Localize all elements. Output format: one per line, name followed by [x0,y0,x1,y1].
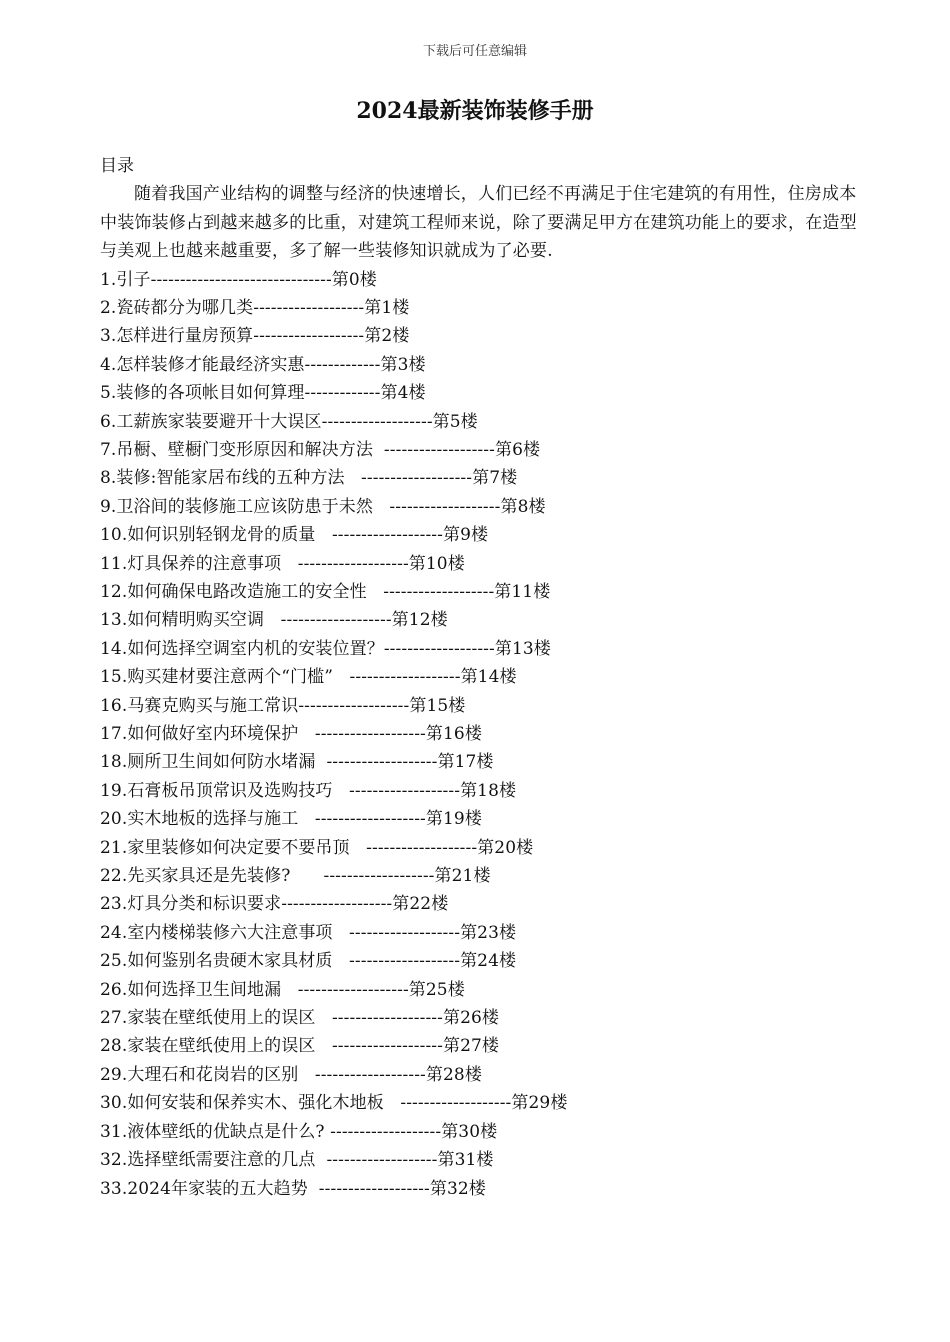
document-title: 2024最新装饰装修手册 [356,98,594,124]
toc-item: 18.厕所卫生间如何防水堵漏 -------------------第17楼 [100,752,494,773]
toc-item: 20.实木地板的选择与施工 -------------------第19楼 [100,809,482,830]
toc-item: 13.如何精明购买空调 -------------------第12楼 [100,610,448,631]
toc-list [100,266,870,1203]
toc-item: 11.灯具保养的注意事项 -------------------第10楼 [100,553,465,574]
toc-item: 4.怎样装修才能最经济实惠-------------第3楼 [100,354,426,375]
toc-item: 7.吊橱、壁橱门变形原因和解决方法 -------------------第6楼 [100,439,541,460]
toc-item: 3.怎样进行量房预算-------------------第2楼 [100,326,410,347]
toc-item: 16.马赛克购买与施工常识-------------------第15楼 [100,695,466,716]
toc-item: 30.如何安装和保养实木、强化木地板 -------------------第29楼 [100,1093,568,1114]
toc-item: 19.石膏板吊顶常识及选购技巧 -------------------第18楼 [100,780,517,801]
toc-item: 5.装修的各项帐目如何算理-------------第4楼 [100,383,426,404]
toc-item: 2.瓷砖都分为哪几类-------------------第1楼 [100,297,410,318]
toc-item: 26.如何选择卫生间地漏 -------------------第25楼 [100,979,465,1000]
toc-item: 12.如何确保电路改造施工的安全性 -------------------第11楼 [100,581,551,602]
toc-heading: 目录 [100,156,134,176]
intro-paragraph: 随着我国产业结构的调整与经济的快速增长，人们已经不再满足于住宅建筑的有用性，住房成本中装饰装修占到越来越多的比重，对建筑工程师来说，除了要满足甲方在建筑功能上的要求，在造型与美观上也越来越重要，多了解一些装修知识就成为了必要. [100,184,857,261]
toc-item: 33.2024年家装的五大趋势 -------------------第32楼 [100,1178,486,1199]
toc-item: 23.灯具分类和标识要求-------------------第22楼 [100,894,449,915]
toc-item: 8.装修:智能家居布线的五种方法 -------------------第7楼 [100,468,518,489]
toc-item: 27.家装在壁纸使用上的误区 -------------------第26楼 [100,1008,500,1029]
toc-item: 22.先买家具还是先装修? -------------------第21楼 [100,866,491,887]
toc-item: 25.如何鉴别名贵硬木家具材质 -------------------第24楼 [100,951,517,972]
toc-item: 29.大理石和花岗岩的区别 -------------------第28楼 [100,1064,482,1085]
toc-item: 14.如何选择空调室内机的安装位置？-------------------第13楼 [100,638,551,659]
toc-item: 1.引子-------------------------------第0楼 [100,269,377,290]
toc-item: 6.工薪族家装要避开十大误区-------------------第5楼 [100,411,478,432]
toc-item: 21.家里装修如何决定要不要吊顶 -------------------第20楼 [100,837,534,858]
toc-item: 10.如何识别轻钢龙骨的质量 -------------------第9楼 [100,525,489,546]
toc-item: 24.室内楼梯装修六大注意事项 -------------------第23楼 [100,922,517,943]
toc-item: 17.如何做好室内环境保护 -------------------第16楼 [100,724,482,744]
header-note: 下载后可任意编辑 [422,44,527,59]
toc-item: 32.选择壁纸需要注意的几点 -------------------第31楼 [100,1150,494,1171]
toc-item: 15.购买建材要注意两个“门槛” -------------------第14楼 [100,667,517,688]
toc-item: 9.卫浴间的装修施工应该防患于未然 -------------------第8楼 [100,496,546,517]
document-body [100,152,870,1203]
toc-item: 31.液体壁纸的优缺点是什么? -------------------第30楼 [100,1121,498,1142]
toc-item: 28.家装在壁纸使用上的误区 -------------------第27楼 [100,1036,500,1057]
